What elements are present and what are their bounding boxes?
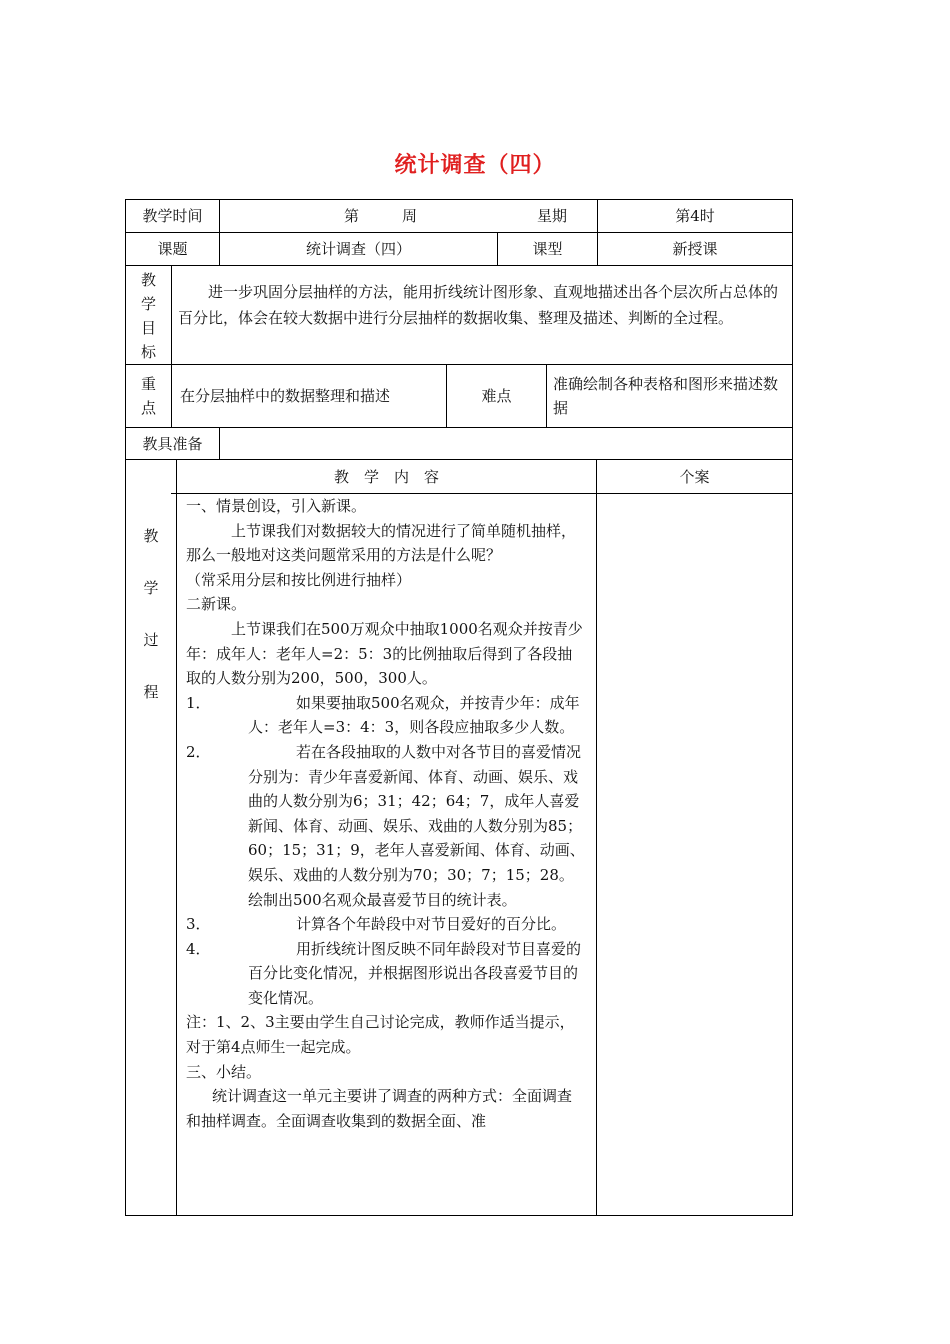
section3-title: 三、小结。 [186, 1062, 262, 1081]
topic-value: 统计调查（四） [305, 240, 411, 258]
objectives-paragraph: 进一步巩固分层抽样的方法，能用折线统计图形象、直观地描述出各个层次所占总体的百分比，体会在较大数据中进行分层抽样的数据收集、整理及描述、判断的全过程。 [178, 283, 779, 327]
page-title: 统计调查（四） [394, 152, 556, 178]
list-item [186, 912, 586, 937]
list-item-number: 3． [186, 915, 211, 934]
note-text: 注：1、2、3主要由学生自己讨论完成，教师作适当提示，对于第4点师生一起完成。 [186, 1013, 575, 1057]
table-border [792, 199, 793, 1216]
section1-text: 上节课我们对数据较大的情况进行了简单随机抽样，那么一般地对这类问题常采用的方法是什么呢？ [186, 521, 577, 565]
weekday-label: 星期 [537, 207, 568, 225]
key-points-text: 在分层抽样中的数据整理和描述 [180, 387, 391, 405]
list-item-text: 若在各段抽取的人数中对各节目的喜爱情况分别为：青少年喜爱新闻、体育、动画、娱乐、戏曲的人数分别为6；31；42；64；7，成年人喜爱新闻、体育、动画、娱乐、戏曲的人数分别为85；60；15；31；9，老年人喜爱新闻、体育、动画、娱乐、戏曲的人数分别为70；30；7；15；28。绘制出500名观众最喜爱节目的统计表。 [248, 742, 585, 909]
list-item-number: 4． [186, 939, 211, 958]
difficulty-text: 准确绘制各种表格和图形来描述数据 [553, 375, 779, 417]
list-item [186, 691, 586, 740]
content-header: 教 学 内 容 [333, 467, 439, 486]
materials-label: 教具准备 [142, 434, 203, 453]
table-divider [219, 427, 220, 459]
notes-header: 个案 [679, 467, 710, 486]
table-divider [546, 364, 547, 427]
process-content [186, 494, 586, 1133]
objectives-label-char: 目 [140, 319, 156, 337]
key-points-label [126, 372, 171, 420]
process-label-char: 学 [143, 579, 159, 597]
list-item [186, 740, 586, 912]
process-label-char: 教 [143, 527, 159, 545]
objectives-label-char: 教 [140, 271, 156, 289]
process-label-char: 程 [143, 683, 159, 701]
table-divider [176, 459, 177, 1216]
section2-text: 上节课我们在500万观众中抽取1000名观众并按青少年：成年人：老年人=2：5：3的比例抽取后得到了各段抽取的人数分别为200，500，300人。 [186, 619, 583, 688]
key-points-label-char: 点 [140, 399, 156, 417]
period-value: 第4时 [675, 207, 715, 225]
section1-answer: （常采用分层和按比例进行抽样） [186, 570, 412, 589]
section3-text: 统计调查这一单元主要讲了调查的两种方式：全面调查和抽样调查。全面调查收集到的数据全面、准 [186, 1087, 573, 1130]
table-border [125, 1215, 793, 1216]
objectives-label [126, 268, 171, 364]
table-divider [171, 265, 172, 427]
list-item-text: 计算各个年龄段中对节目爱好的百分比。 [296, 915, 567, 934]
objectives-label-char: 学 [140, 295, 156, 313]
week-suffix: 周 [402, 207, 418, 225]
list-item-text: 如果要抽取500名观众，并按青少年：成年人：老年人=3：4：3，则各段应抽取多少人数。 [248, 693, 580, 737]
list-item-text: 用折线统计图反映不同年龄段对节目喜爱的百分比变化情况，并根据图形说出各段喜爱节目的变化情况。 [248, 939, 582, 1007]
lesson-type-label: 课型 [532, 240, 563, 258]
table-divider [596, 459, 597, 1216]
section2-title: 二新课。 [186, 595, 247, 614]
list-item-number: 2． [186, 742, 211, 761]
week-prefix: 第 [344, 207, 360, 225]
objectives-text [178, 279, 786, 331]
objectives-label-char: 标 [140, 343, 156, 361]
teaching-time-label: 教学时间 [142, 207, 203, 225]
lesson-type-value: 新授课 [672, 240, 718, 258]
difficulty-label: 难点 [481, 387, 512, 405]
key-points-label-char: 重 [140, 375, 156, 393]
process-label-char: 过 [143, 631, 159, 649]
topic-label: 课题 [157, 240, 188, 258]
section1-title: 一、情景创设，引入新课。 [186, 497, 367, 515]
list-item-number: 1． [186, 693, 211, 712]
process-label [126, 510, 176, 718]
list-item [186, 937, 586, 1011]
table-divider [125, 265, 793, 266]
table-divider [125, 427, 793, 428]
